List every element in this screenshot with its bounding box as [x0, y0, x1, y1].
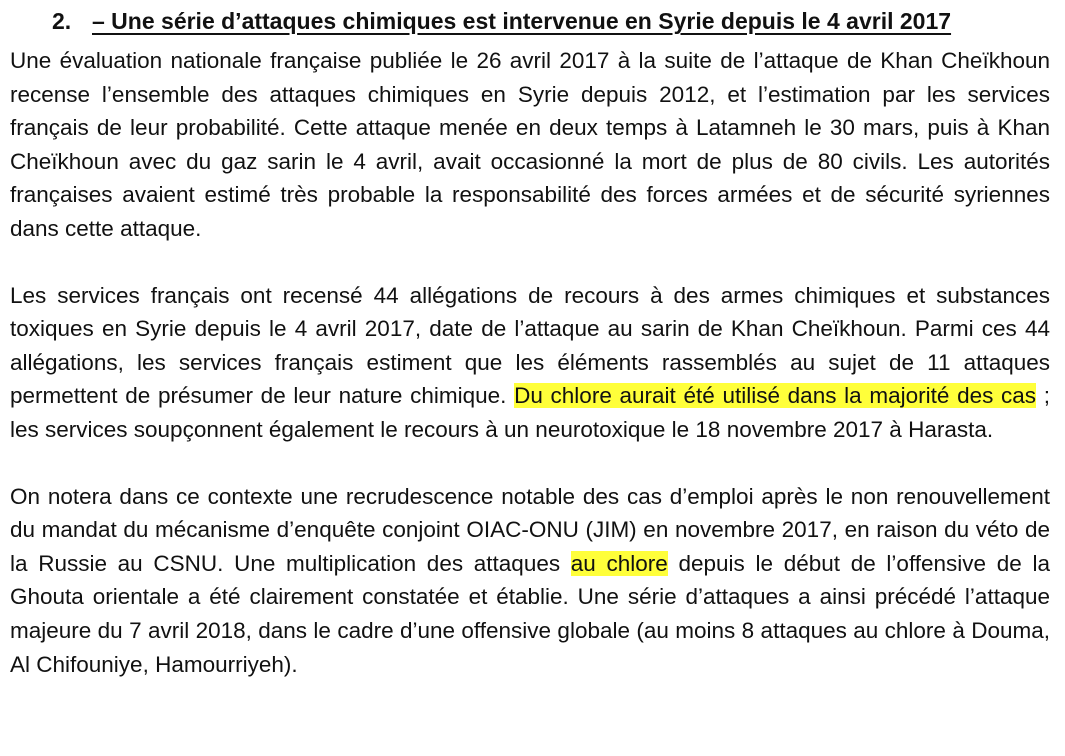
paragraph-text: ; les services soupçonnent également le recours à un neurotoxique le 18 novembre 2017 à Harasta.: [10, 383, 1051, 442]
paragraph-text: depuis le début de l’offensive de la Ghouta orientale a été clairement constatée et établie. Une série d’attaques a ainsi précédé l’attaque majeure du 7 avril 2018, dans le cadre d’une offensive globale (au moins 8 attaques au chlore à Douma, Al Chifouniye, Hamourriyeh).: [10, 550, 1050, 677]
document-page: [10, 4, 1050, 714]
paragraph-text: On notera dans ce contexte une recrudescence notable des cas d’emploi après le non renouvellement du mandat du mécanisme d’enquête conjoint OIAC-ONU (JIM) en novembre 2017, en raison du véto de la Russie au CSNU. Une multiplication des attaques: [10, 483, 1050, 576]
paragraph-evaluation: [10, 44, 1050, 246]
paragraph-allegations: [10, 279, 1050, 447]
section-number: 2.: [52, 8, 72, 34]
paragraph-text: Une évaluation nationale française publiée le 26 avril 2017 à la suite de l’attaque de Khan Cheïkhoun recense l’ensemble des attaques chimiques en Syrie depuis 2012, et l’estimation par les services français de leur probabilité. Cette attaque menée en deux temps à Latamneh le 30 mars, puis à Khan Cheïkhoun avec du gaz sarin le 4 avril, avait occasionné la mort de plus de 80 civils. Les autorités françaises avaient estimé très probable la responsabilité des forces armées et de sécurité syriennes dans cette attaque.: [10, 48, 1050, 241]
paragraph-context: [10, 480, 1050, 682]
paragraph-text: Les services français ont recensé 44 allégations de recours à des armes chimiques et substances toxiques en Syrie depuis le 4 avril 2017, date de l’attaque au sarin de Khan Cheïkhoun. Parmi ces 44 allégations, les services français estiment que les éléments rassemblés au sujet de 11 attaques permettent de présumer de leur nature chimique.: [10, 282, 1050, 409]
section-title: – Une série d’attaques chimiques est intervenue en Syrie depuis le 4 avril 2017: [92, 8, 952, 34]
highlighted-text: Du chlore aurait été utilisé dans la majorité des cas: [514, 383, 1037, 409]
section-heading: [10, 4, 1050, 38]
highlighted-text: au chlore: [570, 550, 668, 576]
